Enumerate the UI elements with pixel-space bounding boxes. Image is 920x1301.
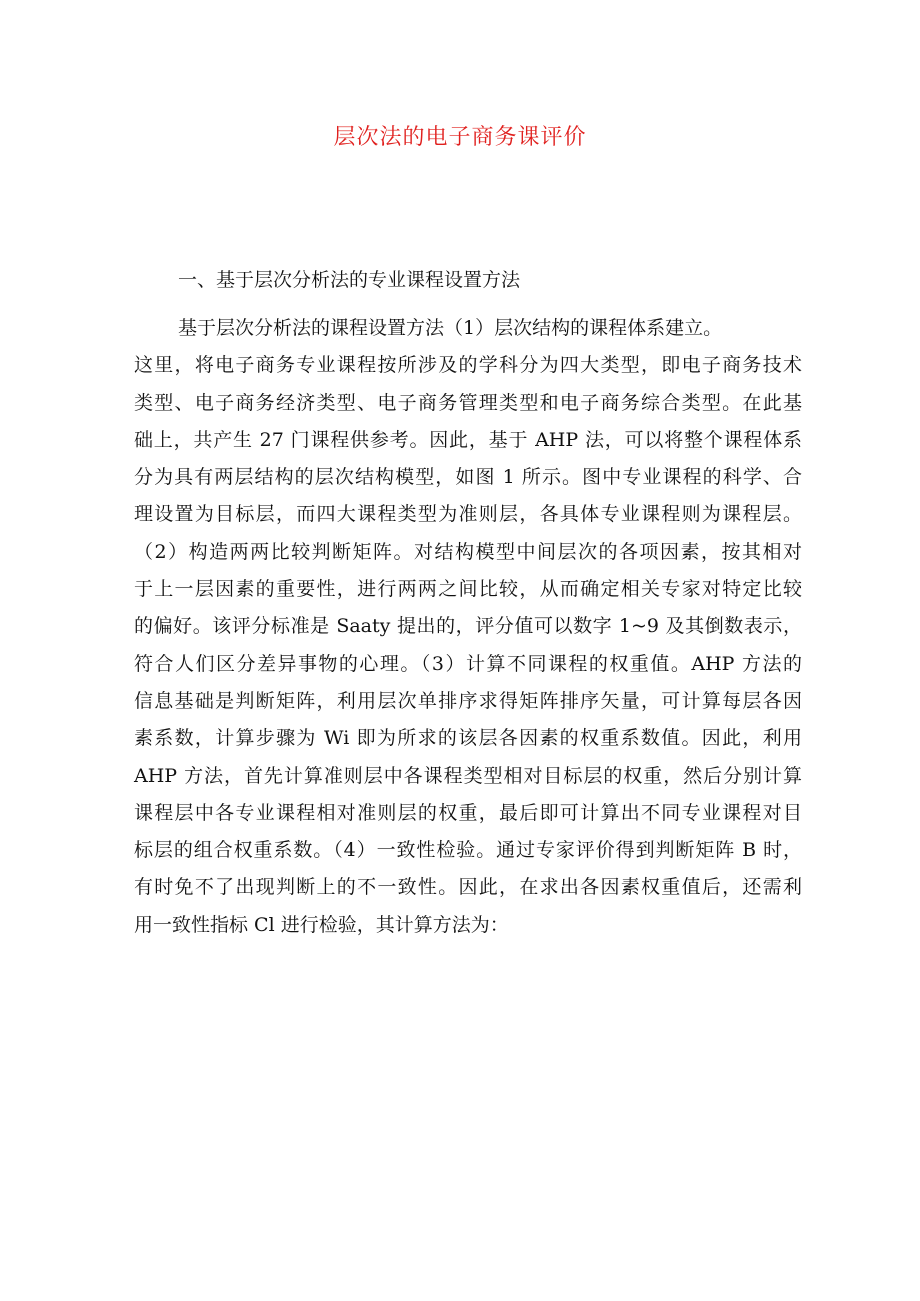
paragraph-line: 信息基础是判断矩阵，利用层次单排序求得矩阵排序矢量，可计算每层各因	[134, 689, 802, 712]
body-paragraph	[134, 310, 802, 944]
section-heading: 一、基于层次分析法的专业课程设置方法	[178, 269, 521, 291]
paragraph-line: 理设置为目标层，而四大课程类型为准则层，各具体专业课程则为课程层。	[134, 503, 802, 526]
paragraph-line: （2）构造两两比较判断矩阵。对结构模型中间层次的各项因素，按其相对	[134, 540, 802, 563]
paragraph-line: 符合人们区分差异事物的心理。（3）计算不同课程的权重值。AHP 方法的	[134, 652, 802, 675]
paragraph-line: 有时免不了出现判断上的不一致性。因此，在求出各因素权重值后，还需利	[134, 876, 802, 899]
paragraph-line: 用一致性指标 Cl 进行检验，其计算方法为：	[134, 913, 509, 936]
paragraph-line: 于上一层因素的重要性，进行两两之间比较，从而确定相关专家对特定比较	[134, 578, 802, 601]
document-title: 层次法的电子商务课评价	[333, 125, 587, 150]
paragraph-line: AHP 方法，首先计算准则层中各课程类型相对目标层的权重，然后分别计算	[134, 764, 802, 787]
paragraph-line: 这里，将电子商务专业课程按所涉及的学科分为四大类型，即电子商务技术	[134, 354, 802, 377]
paragraph-line: 素系数，计算步骤为 Wi 即为所求的该层各因素的权重系数值。因此，利用	[134, 727, 802, 750]
paragraph-line: 基于层次分析法的课程设置方法（1）层次结构的课程体系建立。	[178, 317, 723, 339]
paragraph-line: 的偏好。该评分标准是 Saaty 提出的，评分值可以数字 1~9 及其倒数表示，	[134, 615, 802, 638]
paragraph-line: 分为具有两层结构的层次结构模型，如图 1 所示。图中专业课程的科学、合	[134, 466, 802, 489]
paragraph-line: 础上，共产生 27 门课程供参考。因此，基于 AHP 法，可以将整个课程体系	[134, 428, 802, 451]
paragraph-line: 课程层中各专业课程相对准则层的权重，最后即可计算出不同专业课程对目	[134, 801, 802, 824]
paragraph-line: 类型、电子商务经济类型、电子商务管理类型和电子商务综合类型。在此基	[134, 391, 802, 414]
paragraph-line: 标层的组合权重系数。（4）一致性检验。通过专家评价得到判断矩阵 B 时，	[134, 839, 802, 862]
